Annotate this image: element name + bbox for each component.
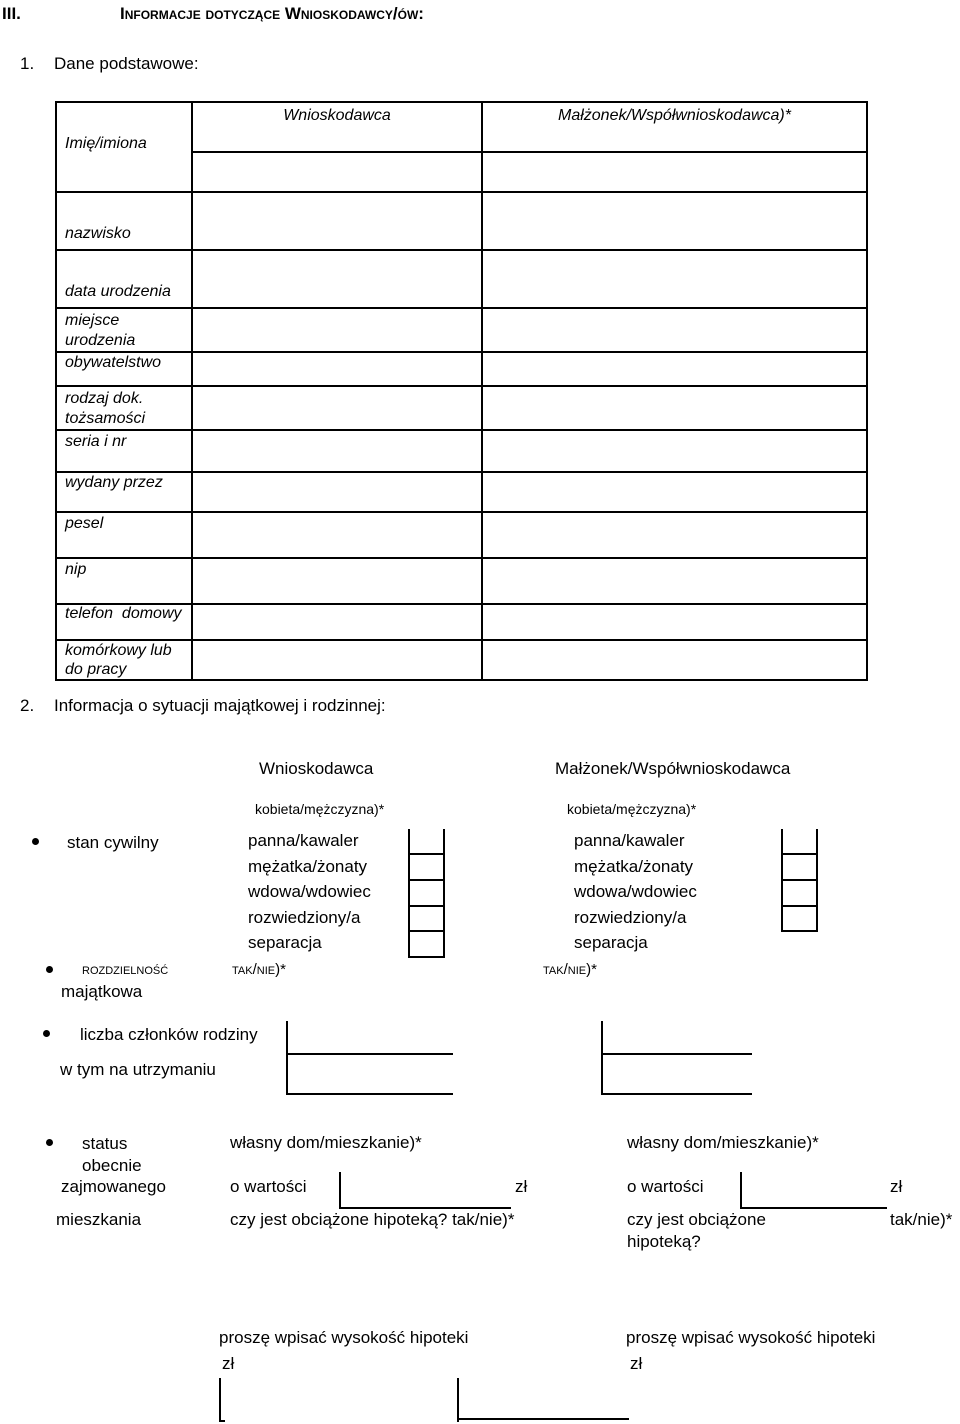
option-label: wdowa/wdowiec <box>574 882 697 901</box>
bullet-icon <box>32 838 39 845</box>
spouse-surname-field[interactable] <box>482 192 867 250</box>
row-label-mobile-phone: komórkowy lub do pracy <box>56 640 192 680</box>
option-label: mężatka/żonaty <box>574 857 694 876</box>
applicant-nip-field[interactable] <box>192 558 482 604</box>
row-label-home-phone: telefon domowy <box>56 604 192 640</box>
applicant-mortgage-question[interactable]: czy jest obciążone hipoteką? tak/nie)* <box>230 1210 515 1229</box>
spouse-birth-place-field[interactable] <box>482 308 867 352</box>
spouse-citizenship-field[interactable] <box>482 352 867 386</box>
applicant-mobile-phone-field[interactable] <box>192 640 482 680</box>
option-label: panna/kawaler <box>574 831 685 850</box>
spouse-gender-label: kobieta/mężczyzna)* <box>567 801 697 817</box>
applicant-pesel-field[interactable] <box>192 512 482 558</box>
subsection-2-title: Informacja o sytuacji majątkowej i rodzinnej: <box>54 696 386 715</box>
row-label-pesel: pesel <box>56 512 192 558</box>
row-label-first-name: Imię/imiona <box>56 102 192 192</box>
family-members-label: liczba członków rodziny <box>80 1025 258 1044</box>
basic-data-table <box>55 101 868 681</box>
spouse-checkbox-divorced[interactable] <box>781 906 818 932</box>
subsection-1-title: Dane podstawowe: <box>54 54 199 73</box>
bullet-icon <box>46 966 53 973</box>
row-label-birth-place: miejsce urodzenia <box>56 308 192 352</box>
row-label-citizenship: obywatelstwo <box>56 352 192 386</box>
property-separation-label-2: majątkowa <box>61 982 143 1001</box>
spouse-id-type-field[interactable] <box>482 386 867 430</box>
housing-label-4: mieszkania <box>56 1210 142 1229</box>
column-header-applicant: Wnioskodawca <box>192 102 482 152</box>
marital-status-label: stan cywilny <box>67 833 159 852</box>
spouse-value-label: o wartości <box>627 1177 704 1196</box>
row-label-surname: nazwisko <box>56 192 192 250</box>
table-header-row <box>56 102 867 152</box>
row-label-id-type: rodzaj dok. tożsamości <box>56 386 192 430</box>
spouse-birth-date-field[interactable] <box>482 250 867 308</box>
spouse-nip-field[interactable] <box>482 558 867 604</box>
applicant-birth-date-field[interactable] <box>192 250 482 308</box>
applicant-birth-place-field[interactable] <box>192 308 482 352</box>
column-spouse-label: Małżonek/Współwnioskodawca <box>555 759 791 778</box>
section-title: Informacje dotyczące Wnioskodawcy/ów: <box>120 4 424 23</box>
spouse-value-currency: zł <box>890 1177 903 1196</box>
option-label: mężatka/żonaty <box>248 857 368 876</box>
applicant-gender-label: kobieta/mężczyzna)* <box>255 801 385 817</box>
column-header-spouse: Małżonek/Współwnioskodawca)* <box>482 102 867 152</box>
applicant-checkbox-widowed[interactable] <box>408 881 445 907</box>
applicant-checkbox-separated[interactable] <box>408 932 445 958</box>
subsection-2-number: 2. <box>20 696 35 715</box>
row-label-id-series: seria i nr <box>56 430 192 472</box>
bullet-icon <box>43 1030 50 1037</box>
spouse-id-series-field[interactable] <box>482 430 867 472</box>
applicant-checkbox-single[interactable] <box>408 829 445 855</box>
applicant-value-label: o wartości <box>230 1177 307 1196</box>
row-label-issued-by: wydany przez <box>56 472 192 512</box>
applicant-home-phone-field[interactable] <box>192 604 482 640</box>
column-applicant-label: Wnioskodawca <box>259 759 374 778</box>
applicant-own-home[interactable]: własny dom/mieszkanie)* <box>230 1133 422 1152</box>
spouse-property-yes-no[interactable]: tak/nie)* <box>543 961 597 978</box>
housing-label-3: zajmowanego <box>61 1177 166 1196</box>
option-label: separacja <box>248 933 322 952</box>
option-label: rozwiedziony/a <box>248 908 361 927</box>
spouse-issued-by-field[interactable] <box>482 472 867 512</box>
applicant-mortgage-currency: zł <box>222 1354 235 1373</box>
spouse-checkbox-single[interactable] <box>781 829 818 855</box>
applicant-id-type-field[interactable] <box>192 386 482 430</box>
housing-label-2: obecnie <box>82 1156 142 1175</box>
section-number: III. <box>2 4 21 23</box>
applicant-issued-by-field[interactable] <box>192 472 482 512</box>
applicant-first-name-field[interactable] <box>192 152 482 192</box>
housing-label-1: status <box>82 1134 128 1153</box>
bullet-icon <box>46 1139 53 1146</box>
spouse-mobile-phone-field[interactable] <box>482 640 867 680</box>
option-label: separacja <box>574 933 648 952</box>
spouse-home-phone-field[interactable] <box>482 604 867 640</box>
property-separation-label: rozdzielność <box>82 961 169 978</box>
option-label: rozwiedziony/a <box>574 908 687 927</box>
applicant-property-yes-no[interactable]: tak/nie)* <box>232 961 286 978</box>
applicant-value-currency: zł <box>515 1177 528 1196</box>
row-label-nip: nip <box>56 558 192 604</box>
spouse-pesel-field[interactable] <box>482 512 867 558</box>
applicant-checkbox-married[interactable] <box>408 855 445 881</box>
applicant-surname-field[interactable] <box>192 192 482 250</box>
subsection-1-number: 1. <box>20 54 35 73</box>
spouse-first-name-field[interactable] <box>482 152 867 192</box>
applicant-mortgage-amount-label: proszę wpisać wysokość hipoteki <box>219 1328 469 1347</box>
row-label-birth-date: data urodzenia <box>56 250 192 308</box>
dependents-label: w tym na utrzymaniu <box>60 1060 216 1079</box>
spouse-mortgage-currency: zł <box>630 1354 643 1373</box>
spouse-mortgage-yes-no[interactable]: tak/nie)* <box>890 1210 953 1229</box>
spouse-checkbox-married[interactable] <box>781 855 818 881</box>
applicant-checkbox-divorced[interactable] <box>408 906 445 932</box>
spouse-mortgage-question-2: hipoteką? <box>627 1232 701 1251</box>
applicant-citizenship-field[interactable] <box>192 352 482 386</box>
spouse-mortgage-question: czy jest obciążone <box>627 1210 766 1229</box>
option-label: panna/kawaler <box>248 831 359 850</box>
spouse-checkbox-widowed[interactable] <box>781 881 818 907</box>
spouse-mortgage-amount-label: proszę wpisać wysokość hipoteki <box>626 1328 876 1347</box>
option-label: wdowa/wdowiec <box>248 882 371 901</box>
applicant-id-series-field[interactable] <box>192 430 482 472</box>
spouse-own-home[interactable]: własny dom/mieszkanie)* <box>627 1133 819 1152</box>
